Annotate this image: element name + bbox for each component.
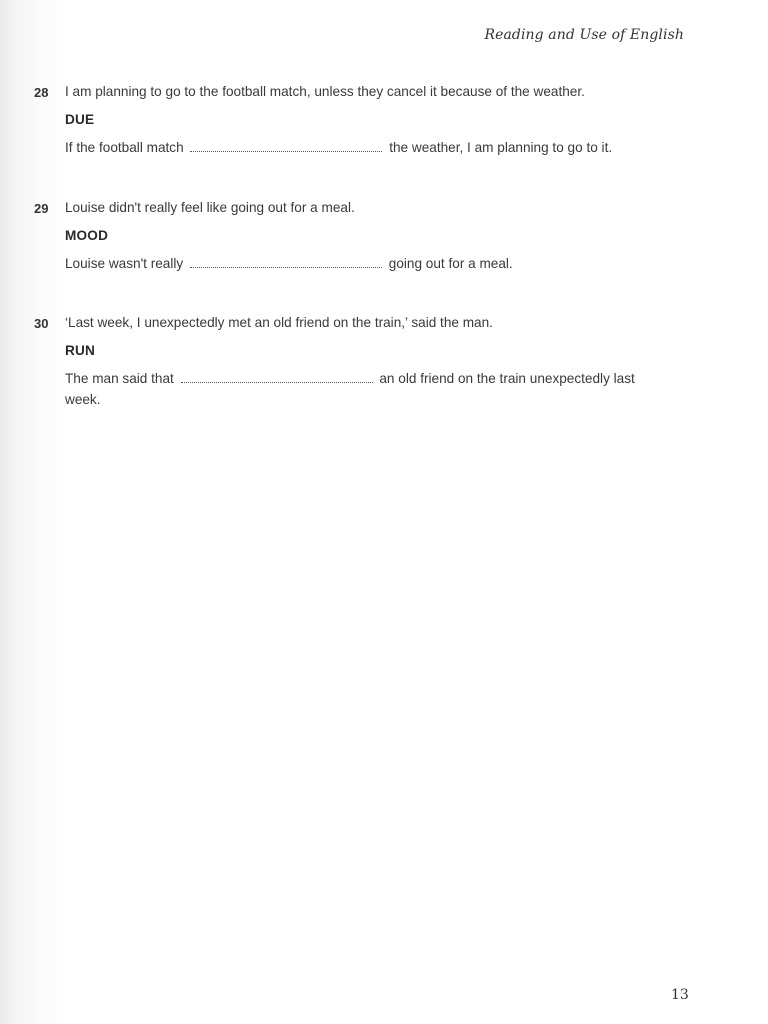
question-keyword: RUN [65, 343, 96, 358]
question-30 [34, 312, 674, 410]
question-keyword: DUE [65, 112, 95, 127]
question-number: 29 [34, 201, 49, 216]
question-sentence: Louise didn't really feel like going out for a meal. [65, 200, 355, 215]
question-sentence: ‘Last week, I unexpectedly met an old friend on the train,’ said the man. [65, 315, 493, 330]
gap-text-before: If the football match [65, 140, 184, 155]
answer-gap[interactable] [190, 141, 382, 152]
question-number: 30 [34, 316, 49, 331]
gapped-sentence [65, 137, 674, 158]
gap-text-after: going out for a meal. [388, 256, 513, 271]
question-29 [34, 197, 674, 274]
answer-gap[interactable] [190, 257, 382, 268]
question-sentence: I am planning to go to the football match, unless they cancel it because of the weather. [65, 84, 585, 99]
gap-text-before: The man said that [65, 371, 174, 386]
gap-text-after: the weather, I am planning to go to it. [389, 140, 613, 155]
question-keyword: MOOD [65, 228, 109, 243]
gap-text-before: Louise wasn't really [65, 256, 184, 271]
gapped-sentence [65, 253, 674, 274]
page-number: 13 [671, 987, 689, 1003]
section-header: Reading and Use of English [484, 27, 684, 43]
gap-text-after: an old friend on the train unexpectedly last week. [65, 371, 635, 407]
question-number: 28 [34, 85, 49, 100]
answer-gap[interactable] [181, 372, 373, 383]
gapped-sentence [65, 368, 655, 410]
question-28 [34, 81, 674, 158]
